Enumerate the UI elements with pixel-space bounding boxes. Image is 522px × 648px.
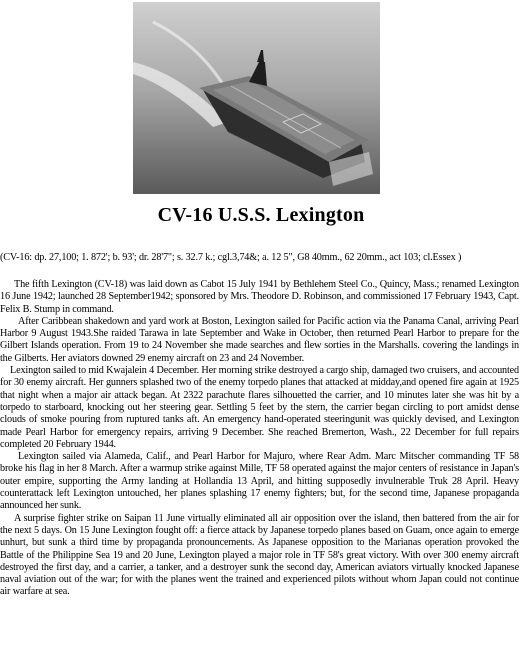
aircraft-carrier-photo: [133, 2, 380, 194]
ship-specifications: (CV-16: dp. 27,100; 1. 872'; b. 93'; dr. 28'7"; s. 32.7 k.; cgl.3,74&; a. 12 5", G8 40mm., 62 20mm., act 103; cl.Essex ): [0, 252, 462, 263]
history-text: [0, 279, 519, 599]
carrier-illustration: [133, 2, 380, 194]
paragraph: Lexington sailed to mid Kwajalein 4 December. Her morning strike destroyed a cargo ship, damaged two cruisers, and accounted for 30 enemy aircraft. Her gunners splashed two of the enemy torpedo planes that attacked at midday,and opened fire again at 1925 that night when a major air attack began. At 2322 parachute flares silhouetted the carrier, and 10 minutes later she was hit by a torpedo to starboard, knocking out her steering gear. Settling 5 feet by the stern, the carrier began circling to port amidst dense clouds of smoke pouring from ruptured tanks aft. An emergency hand-operated steeringunit was quickly devised, and Lexington made Pearl Harbor for emergency repairs, arriving 9 December. She reached Bremerton, Wash., 22 December for full repairs completed 20 February 1944.: [0, 365, 519, 450]
paragraph: The fifth Lexington (CV-18) was laid down as Cabot 15 July 1941 by Bethlehem Steel Co., Quincy, Mass.; renamed Lexington 16 June 1942; launched 28 September1942; sponsored by Mrs. Theodore D. Robinson, and commissioned 17 February 1943, Capt. Felix B. Stump in command.: [0, 279, 519, 315]
paragraph: Lexington sailed via Alameda, Calif., and Pearl Harbor for Majuro, where Rear Adm. Marc Mitscher commanding TF 58 broke his flag in her 8 March. After a warmup strike against Mille, TF 58 operated against the major centers of resistance in Japan's outer empire, supporting the Army landing at Hollandia 13 April, and hitting supposedly invulnerable Truk 28 April. Heavy counterattack left Lexington untouched, her planes splashing 17 enemy fighters; but, for the second time, Japanese propaganda announced her sunk.: [0, 451, 519, 512]
page-title: CV-16 U.S.S. Lexington: [157, 204, 365, 226]
paragraph: After Caribbean shakedown and yard work at Boston, Lexington sailed for Pacific action via the Panama Canal, arriving Pearl Harbor 9 August 1943.She raided Tarawa in late September and Wake in October, then returned Pearl Harbor to prepare for the Gilbert Islands operation. From 19 to 24 November she made searches and flew sorties in the Marshalls. covering the landings in the Gilberts. Her aviators downed 29 enemy aircraft on 23 and 24 November.: [0, 315, 519, 364]
paragraph: A surprise fighter strike on Saipan 11 June virtually eliminated all air opposition over the island, then battered from the air for the next 5 days. On 15 June Lexington fought off: a fierce attack by Japanese torpedo planes based on Guam, once again to emerge unhurt, but sunk a third time by propaganda pronouncements. As Japanese opposition to the Marianas operation provoked the Battle of the Philippine Sea 19 and 20 June, Lexington played a major role in TF 58's great victory. With over 300 enemy aircraft destroyed the first day, and a carrier, a tanker, and a destroyer sunk the second day, American aviators virtually knocked Japanese naval aviation out of the war; for with the planes went the trained and experienced pilots without whom Japan could not continue air warfare at sea.: [0, 512, 519, 598]
